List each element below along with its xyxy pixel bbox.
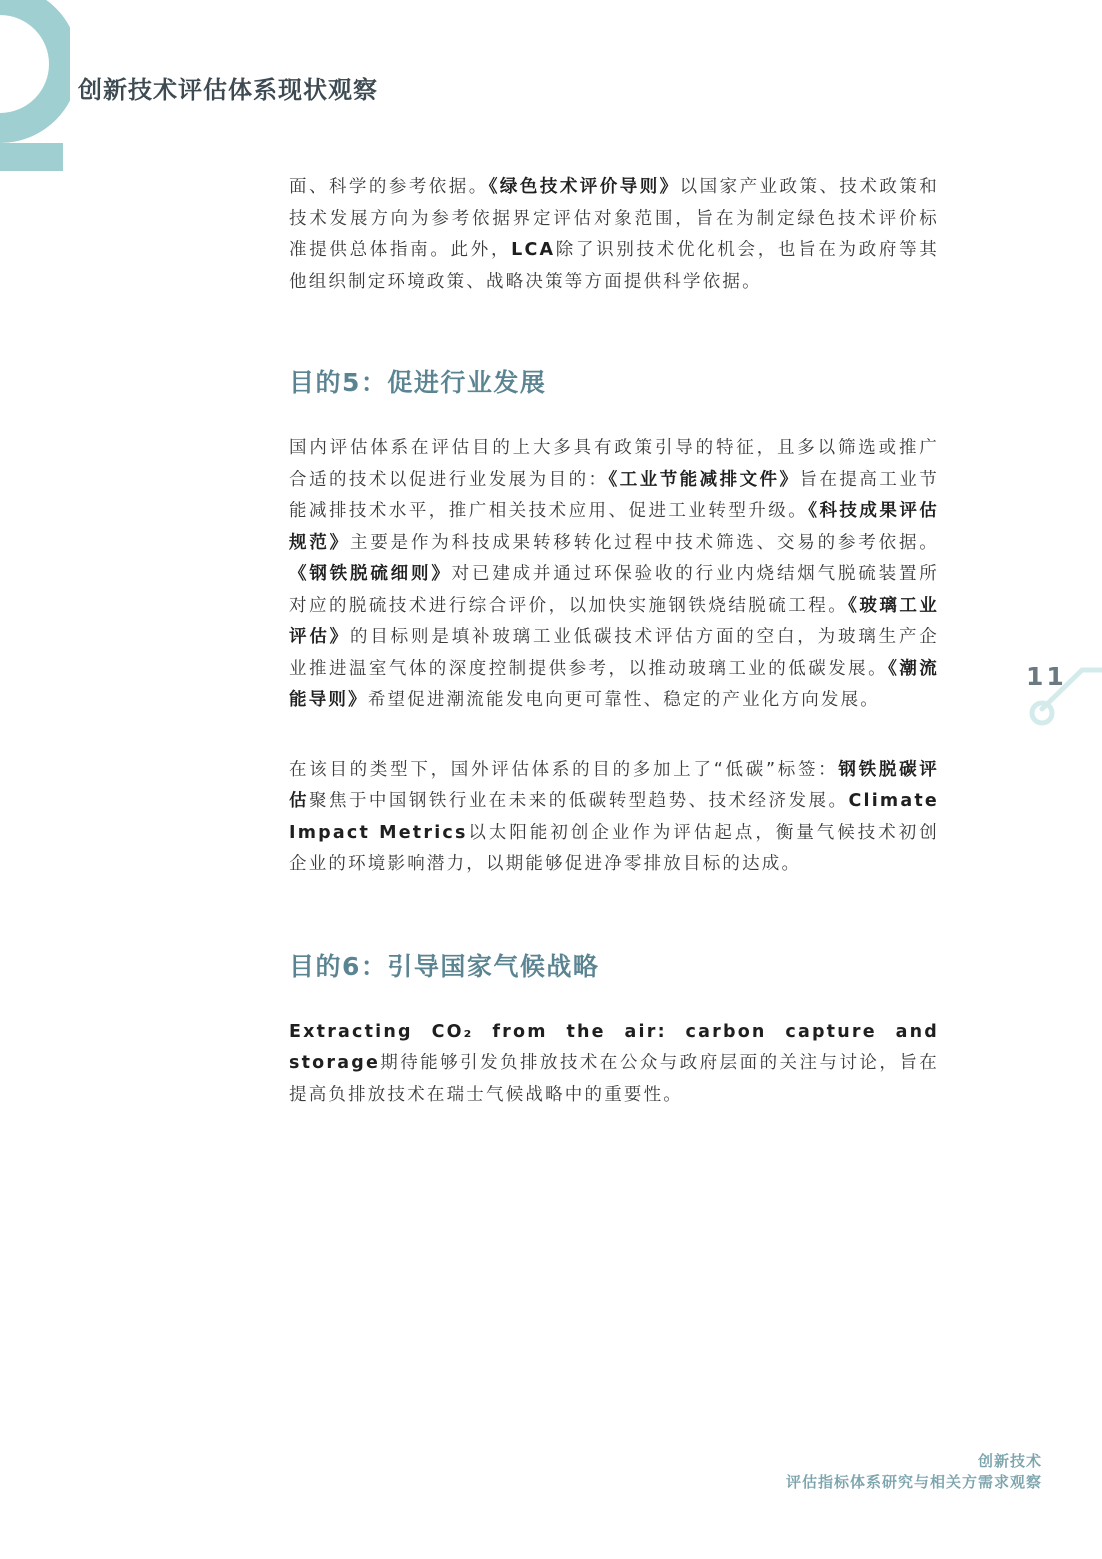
bold-term: 钢铁脱碳评估 <box>289 759 940 811</box>
text-run: 对已建成并通过环保验收的行业内烧结烟气脱硫装置所对应的脱硫技术进行综合评价，以加快实施钢铁烧结脱硫工程。 <box>289 564 939 616</box>
paragraph <box>289 755 939 881</box>
bold-term: 《钢铁脱硫细则》 <box>289 564 452 584</box>
chapter-number-graphic <box>0 0 70 172</box>
section-heading-purpose-6: 目的6：引导国家气候战略 <box>289 951 600 981</box>
text-run: 在该目的类型下，国外评估体系的目的多加上了“低碳”标签： <box>289 759 839 780</box>
bold-term: Extracting CO₂ from the air: carbon capture and storage <box>289 1021 939 1073</box>
text-run: 主要是作为科技成果转移转化过程中技术筛选、交易的参考依据。 <box>350 532 939 553</box>
footer-subtitle: 评估指标体系研究与相关方需求观察 <box>785 1473 1042 1491</box>
page-number: 11 <box>1026 662 1067 691</box>
text-run: 除了识别技术优化机会，也旨在为政府等其他组织制定环境政策、战略决策等方面提供科学依据。 <box>289 240 939 292</box>
section-heading-purpose-5: 目的5：促进行业发展 <box>289 368 547 397</box>
bold-term: LCA <box>511 240 556 260</box>
chapter-title: 创新技术评估体系现状观察 <box>78 76 378 104</box>
bold-term: 《绿色技术评价导则》 <box>488 177 680 197</box>
main-content <box>289 172 939 1111</box>
text-run: 以太阳能初创企业作为评估起点，衡量气候技术初创企业的环境影响潜力，以期能够促进净零排放目标的达成。 <box>289 822 939 874</box>
paragraph <box>289 1017 939 1112</box>
bold-term: 《潮流能导则》 <box>289 658 939 710</box>
text-run: 国内评估体系在评估目的上大多具有政策引导的特征，且多以筛选或推广合适的技术以促进行业发展为目的： <box>289 438 939 490</box>
paragraph <box>289 433 939 717</box>
text-run: 的目标则是填补玻璃工业低碳技术评估方面的空白，为玻璃生产企业推进温室气体的深度控制提供参考，以推动玻璃工业的低碳发展。 <box>289 627 939 679</box>
bold-term: 《科技成果评估规范》 <box>289 501 939 553</box>
text-run: 面、科学的参考依据。 <box>289 177 489 197</box>
footer-title: 创新技术 <box>977 1452 1042 1470</box>
text-run: 希望促进潮流能发电向更可靠性、稳定的产业化方向发展。 <box>367 690 881 710</box>
bold-term: 《工业节能减排文件》 <box>608 469 800 490</box>
text-run: 期待能够引发负排放技术在公众与政府层面的关注与讨论，旨在提高负排放技术在瑞士气候战略中的重要性。 <box>289 1053 939 1105</box>
text-run: 以国家产业政策、技术政策和技术发展方向为参考依据界定评估对象范围，旨在为制定绿色技术评价标准提供总体指南。此外， <box>289 177 939 260</box>
footer <box>786 1450 1042 1492</box>
paragraph <box>289 172 939 298</box>
bold-term: Climate Impact Metrics <box>289 791 939 843</box>
text-run: 聚焦于中国钢铁行业在未来的低碳转型趋势、技术经济发展。 <box>308 791 849 811</box>
bold-term: 《玻璃工业评估》 <box>289 595 940 647</box>
text-run: 旨在提高工业节能减排技术水平，推广相关技术应用、促进工业转型升级。 <box>289 469 940 521</box>
